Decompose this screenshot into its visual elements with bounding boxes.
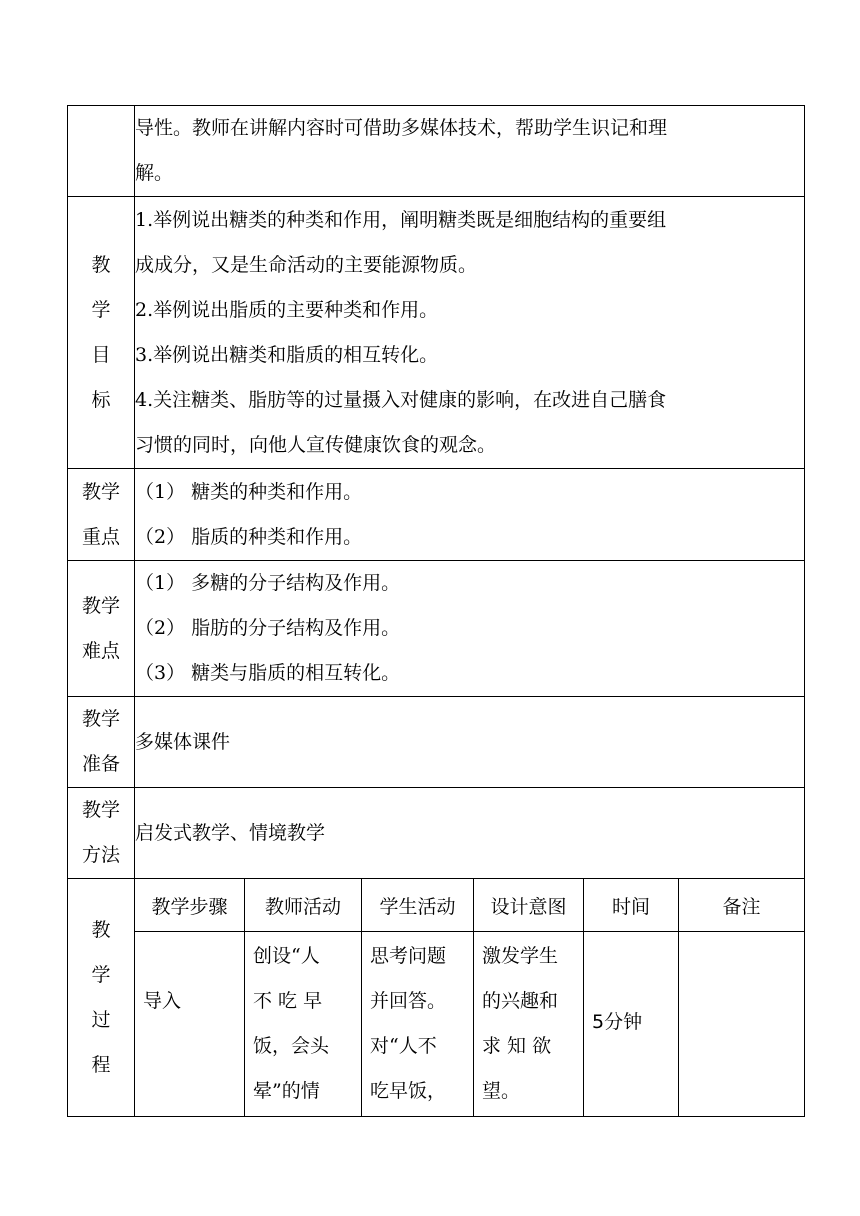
teacher-line: 不 吃 早 [253, 990, 323, 1012]
process-label-char: 学 [91, 963, 111, 986]
intent-line: 求 知 欲 [482, 1035, 552, 1057]
difficulty-item: （2） 脂肪的分子结构及作用。 [135, 617, 401, 639]
method-label [68, 788, 135, 879]
teacher-activity-cell [245, 932, 362, 1117]
objective-line: 2.举例说出脂质的主要种类和作用。 [135, 298, 439, 321]
header-teacher-activity: 教师活动 [245, 879, 362, 932]
difficulties-label-line: 教学 [81, 594, 120, 617]
teacher-line: 晕”的情 [253, 1080, 320, 1102]
intro-continuation-row [68, 106, 805, 197]
objectives-label-char: 目 [91, 343, 111, 366]
empty-label-cell [68, 106, 135, 197]
step-cell [135, 932, 245, 1117]
objective-line: 3.举例说出糖类和脂质的相互转化。 [135, 343, 439, 366]
header-step: 教学步骤 [135, 879, 245, 932]
process-label-char: 过 [91, 1008, 111, 1031]
key-points-label-line: 重点 [81, 525, 120, 548]
process-label [68, 879, 135, 1117]
difficulties-content [135, 561, 805, 697]
time-value: 5分钟 [592, 1011, 643, 1033]
method-label-line: 教学 [81, 799, 120, 821]
student-line: 思考问题 [370, 945, 447, 967]
key-points-label [68, 469, 135, 561]
student-line: 吃早饭， [370, 1080, 447, 1102]
intro-continuation-content [135, 106, 805, 197]
objectives-label-char: 学 [91, 298, 111, 321]
method-content [135, 788, 805, 879]
objectives-label [68, 197, 135, 469]
difficulty-item: （1） 多糖的分子结构及作用。 [135, 572, 401, 594]
teacher-line: 饭，会头 [253, 1035, 330, 1057]
header-time: 时间 [584, 879, 679, 932]
header-student-activity: 学生活动 [362, 879, 474, 932]
preparation-label-line: 教学 [81, 708, 120, 730]
student-line: 对“人不 [370, 1035, 437, 1057]
student-activity-cell [362, 932, 474, 1117]
difficulty-item: （3） 糖类与脂质的相互转化。 [135, 662, 401, 684]
key-points-label-line: 教学 [81, 480, 120, 503]
difficulties-row [68, 561, 805, 697]
design-intent-cell [474, 932, 584, 1117]
method-value: 启发式教学、情境教学 [135, 821, 326, 844]
intro-line-2: 解。 [135, 162, 174, 184]
objectives-label-char: 教 [91, 253, 111, 276]
process-label-char: 教 [91, 918, 111, 941]
student-line: 并回答。 [370, 990, 447, 1012]
preparation-row [68, 697, 805, 788]
notes-cell [679, 932, 805, 1117]
objective-line: 4.关注糖类、脂肪等的过量摄入对健康的影响，在改进自己膳食 [135, 388, 667, 411]
method-row [68, 788, 805, 879]
objective-line: 习惯的同时，向他人宣传健康饮食的观念。 [135, 433, 497, 456]
difficulties-label-line: 难点 [81, 639, 120, 662]
intent-line: 望。 [482, 1080, 521, 1102]
process-label-char: 程 [91, 1053, 111, 1076]
process-body-row [68, 932, 805, 1117]
objectives-label-char: 标 [91, 388, 111, 411]
difficulties-label [68, 561, 135, 697]
objectives-content [135, 197, 805, 469]
process-header-row [68, 879, 805, 932]
method-label-line: 方法 [81, 844, 120, 866]
intent-line: 激发学生 [482, 945, 559, 967]
step-value: 导入 [143, 990, 182, 1012]
lesson-plan-table [67, 105, 805, 1117]
key-points-row [68, 469, 805, 561]
teacher-line: 创设“人 [253, 945, 320, 967]
intent-line: 的兴趣和 [482, 990, 559, 1012]
time-cell [584, 932, 679, 1117]
preparation-label [68, 697, 135, 788]
objective-line: 1.举例说出糖类的种类和作用，阐明糖类既是细胞结构的重要组 [135, 208, 667, 231]
preparation-label-line: 准备 [81, 753, 120, 775]
key-point-item: （2） 脂质的种类和作用。 [135, 525, 363, 548]
preparation-content [135, 697, 805, 788]
header-design-intent: 设计意图 [474, 879, 584, 932]
preparation-value: 多媒体课件 [135, 730, 231, 753]
header-notes: 备注 [679, 879, 805, 932]
objectives-row [68, 197, 805, 469]
intro-line-1: 导性。教师在讲解内容时可借助多媒体技术，帮助学生识记和理 [135, 117, 668, 139]
key-point-item: （1） 糖类的种类和作用。 [135, 480, 363, 503]
objective-line: 成成分，又是生命活动的主要能源物质。 [135, 253, 478, 276]
key-points-content [135, 469, 805, 561]
